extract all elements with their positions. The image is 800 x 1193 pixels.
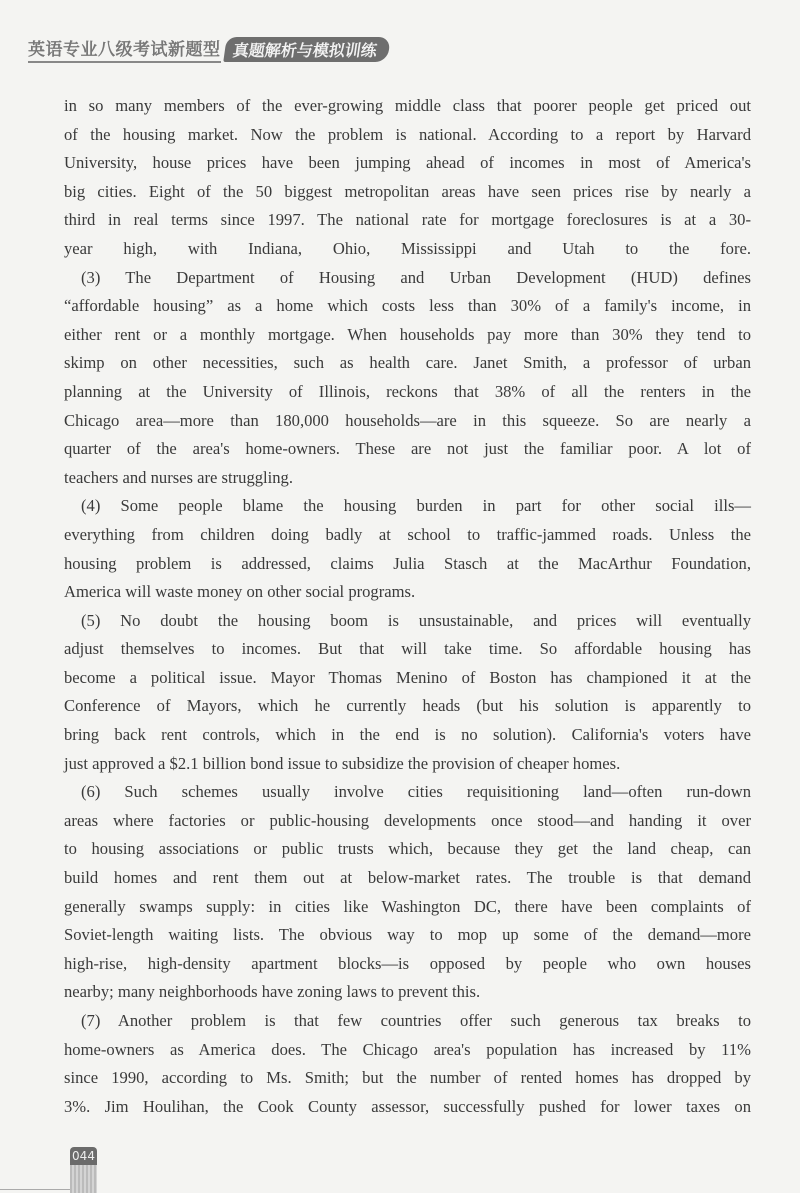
text-line: (4) Some people blame the housing burden in part for other social ills— (81, 496, 751, 516)
text-line: become a political issue. Mayor Thomas Menino of Boston has championed it at the (64, 667, 751, 687)
text-line: third in real terms since 1997. The national rate for mortgage foreclosures is at a 30- (64, 210, 751, 230)
book-title: 英语专业八级考试新题型 (28, 35, 221, 63)
text-line: (5) No doubt the housing boom is unsustainable, and prices will eventually (81, 610, 751, 630)
text-line: quarter of the area's home-owners. These are not just the familiar poor. A lot of (64, 439, 751, 459)
text-line: home-owners as America does. The Chicago area's population has increased by 11% (64, 1039, 751, 1059)
footer-rule (0, 1189, 70, 1190)
paragraph (64, 92, 751, 264)
series-label: 真题解析与模拟训练 (223, 37, 391, 62)
page-number: 044 (70, 1147, 97, 1165)
text-line: areas where factories or public-housing developments once stood—and handing it over (64, 810, 751, 830)
page-tab-decoration (70, 1165, 97, 1193)
text-line: Conference of Mayors, which he currently heads (but his solution is apparently to (64, 696, 751, 716)
text-line: (6) Such schemes usually involve cities requisitioning land—often run-down (81, 782, 751, 802)
text-line: nearby; many neighborhoods have zoning laws to prevent this. (64, 982, 481, 1002)
text-line: teachers and nurses are struggling. (64, 467, 294, 487)
text-line: build homes and rent them out at below-market rates. The trouble is that demand (64, 868, 751, 888)
text-line: everything from children doing badly at school to traffic-jammed roads. Unless the (64, 524, 751, 544)
text-line: planning at the University of Illinois, reckons that 38% of all the renters in the (64, 381, 751, 401)
text-line: since 1990, according to Ms. Smith; but the number of rented homes has dropped by (64, 1068, 751, 1088)
text-line: University, house prices have been jumping ahead of incomes in most of America's (64, 153, 751, 173)
paragraph (64, 1007, 751, 1121)
text-line: bring back rent controls, which in the end is no solution). California's voters have (64, 725, 751, 745)
text-line: (3) The Department of Housing and Urban Development (HUD) defines (81, 267, 751, 287)
text-line: of the housing market. Now the problem is national. According to a report by Harvard (64, 124, 751, 144)
text-line: year high, with Indiana, Ohio, Mississippi and Utah to the fore. (64, 238, 751, 258)
text-line: to housing associations or public trusts which, because they get the land cheap, can (64, 839, 751, 859)
text-line: just approved a $2.1 billion bond issue to subsidize the provision of cheaper homes. (64, 753, 621, 773)
text-line: housing problem is addressed, claims Julia Stasch at the MacArthur Foundation, (64, 553, 751, 573)
text-line: 3%. Jim Houlihan, the Cook County assessor, successfully pushed for lower taxes on (64, 1096, 751, 1116)
paragraph (64, 264, 751, 493)
text-line: adjust themselves to incomes. But that will take time. So affordable housing has (64, 639, 751, 659)
text-line: skimp on other necessities, such as health care. Janet Smith, a professor of urban (64, 353, 751, 373)
text-line: “affordable housing” as a home which costs less than 30% of a family's income, in (64, 296, 751, 316)
paragraph (64, 492, 751, 606)
text-line: big cities. Eight of the 50 biggest metropolitan areas have seen prices rise by nearly a (64, 181, 751, 201)
text-line: generally swamps supply: in cities like Washington DC, there have been complaints of (64, 896, 751, 916)
text-line: either rent or a monthly mortgage. When households pay more than 30% they tend to (64, 324, 751, 344)
text-line: in so many members of the ever-growing middle class that poorer people get priced out (64, 96, 751, 115)
paragraph (64, 778, 751, 1007)
running-header (28, 36, 389, 62)
text-line: America will waste money on other social programs. (64, 582, 416, 602)
text-line: Soviet-length waiting lists. The obvious way to mop up some of the demand—more (64, 925, 751, 945)
text-line: high-rise, high-density apartment blocks—is opposed by people who own houses (64, 953, 751, 973)
text-line: Chicago area—more than 180,000 households—are in this squeeze. So are nearly a (64, 410, 751, 430)
article-body (64, 92, 751, 1121)
text-line: (7) Another problem is that few countries offer such generous tax breaks to (81, 1011, 751, 1030)
paragraph (64, 607, 751, 779)
